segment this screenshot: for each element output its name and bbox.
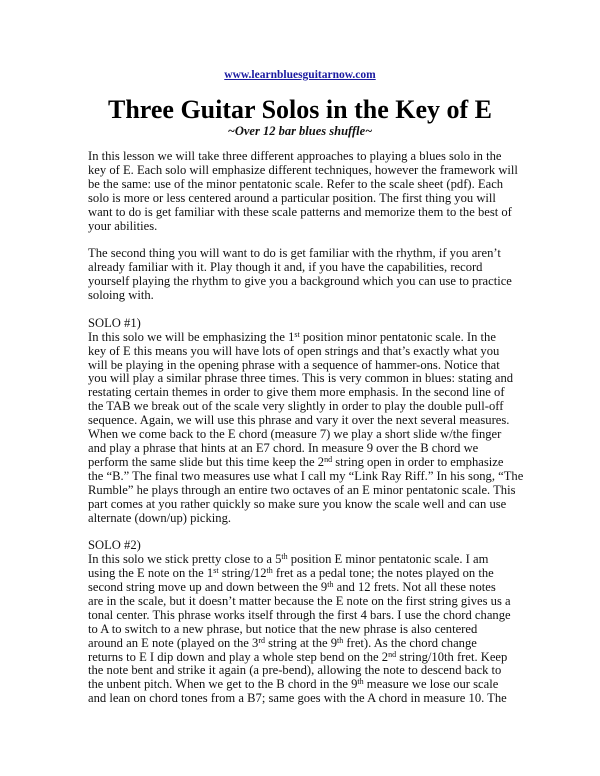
text-segment: are in the scale, but it doesn’t matter because the E note on the first string gives us a <box>88 593 511 608</box>
text-segment: the TAB we break out of the scale very slightly in order to play the double pull-off <box>88 399 504 414</box>
text-line <box>88 512 528 526</box>
text-line <box>88 178 528 192</box>
text-line <box>88 372 528 386</box>
paragraph <box>88 247 528 303</box>
ordinal-superscript: st <box>213 566 219 576</box>
text-segment: key of E. Each solo will emphasize different techniques, however the framework will <box>88 162 518 177</box>
text-line <box>88 289 528 303</box>
text-line <box>88 192 528 206</box>
text-segment: string/10th fret. Keep <box>396 649 508 664</box>
text-segment: and play a phrase that hints at an E7 chord. In measure 9 over the B chord we <box>88 441 479 455</box>
paragraph <box>88 539 528 706</box>
text-line <box>88 386 528 400</box>
text-line <box>88 345 528 359</box>
text-line <box>88 664 528 678</box>
text-line <box>88 247 528 261</box>
text-segment: SOLO #1) <box>88 315 141 330</box>
ordinal-superscript: nd <box>388 649 397 659</box>
text-line <box>88 595 528 609</box>
text-segment: string open in order to emphasize <box>332 454 504 469</box>
text-segment: the “B.” The final two measures use what I call my “Link Ray Riff.” In his song, “The <box>88 468 524 483</box>
text-segment: string/12 <box>218 566 267 581</box>
text-segment: When we come back to the E chord (measure 7) we play a short slide w/the finger <box>88 427 502 442</box>
text-segment: key of E this means you will have lots of open strings and that’s exactly what you <box>88 343 500 358</box>
text-segment: the note bent and strike it again (a pre-bend), allowing the note to descend back to <box>88 663 502 678</box>
text-segment: fret as a pedal tone; the notes played on the <box>272 566 494 581</box>
text-segment: The second thing you will want to do is get familiar with the rhythm, if you aren’t <box>88 246 501 261</box>
ordinal-superscript: st <box>294 329 300 339</box>
website-link[interactable]: www.learnbluesguitarnow.com <box>224 69 376 81</box>
ordinal-superscript: th <box>327 580 334 590</box>
ordinal-superscript: nd <box>324 454 333 464</box>
text-line <box>88 164 528 178</box>
text-line <box>88 678 528 692</box>
ordinal-superscript: th <box>266 566 273 576</box>
text-segment: the unbent pitch. When we get to the B chord in the 9 <box>88 677 358 692</box>
text-segment: position E minor pentatonic scale. I am <box>287 552 489 567</box>
text-line <box>88 470 528 484</box>
text-line <box>88 206 528 220</box>
text-line <box>88 331 528 345</box>
text-segment: tonal center. This phrase works itself through the first 4 bars. I use the chord change <box>88 607 511 622</box>
paragraph <box>88 150 528 233</box>
text-line <box>88 456 528 470</box>
text-line <box>88 609 528 623</box>
text-segment: and 12 frets. Not all these notes <box>333 580 496 595</box>
text-segment: perform the same slide but this time keep the 2 <box>88 454 325 469</box>
text-line <box>88 484 528 498</box>
text-line <box>88 220 528 234</box>
text-line <box>88 317 528 331</box>
text-line <box>88 442 528 456</box>
text-segment: string at the 9 <box>264 635 338 650</box>
text-segment: alternate (down/up) picking. <box>88 510 232 525</box>
text-segment: part comes at you rather quickly so make sure you know the scale well and can use <box>88 496 507 511</box>
text-segment: returns to E I dip down and play a whole step bend on the 2 <box>88 649 389 664</box>
ordinal-superscript: rd <box>258 635 265 645</box>
text-segment: already familiar with it. Play though it and, if you have the capabilities, record <box>88 260 483 275</box>
text-segment: In this solo we stick pretty close to a 5 <box>88 552 282 567</box>
ordinal-superscript: th <box>337 635 344 645</box>
text-line <box>88 428 528 442</box>
text-segment: yourself playing the rhythm to give you a background which you can use to practice <box>88 274 512 289</box>
paragraph <box>88 317 528 526</box>
text-segment: sequence. Again, we will use this phrase and vary it over the next several measures. <box>88 413 510 428</box>
text-segment: measure we lose our scale <box>363 677 499 692</box>
text-segment: solo is more or less centered around a particular position. The first thing you will <box>88 190 496 205</box>
page-title: Three Guitar Solos in the Key of E <box>108 95 492 124</box>
document-body <box>88 150 528 720</box>
text-line <box>88 359 528 373</box>
text-line <box>88 567 528 581</box>
text-segment: around an E note (played on the 3 <box>88 635 259 650</box>
text-line <box>88 553 528 567</box>
text-segment: to A to switch to a new phrase, but notice that the new phrase is also centered <box>88 621 478 636</box>
text-line <box>88 275 528 289</box>
text-line <box>88 414 528 428</box>
text-line <box>88 400 528 414</box>
text-segment: using the E note on the 1 <box>88 566 214 581</box>
text-line <box>88 539 528 553</box>
text-line <box>88 623 528 637</box>
text-segment: fret). As the chord change <box>343 635 477 650</box>
text-segment: will be playing in the opening phrase with a sequence of hammer-ons. Notice that <box>88 357 500 372</box>
text-line <box>88 651 528 665</box>
text-segment: In this lesson we will take three different approaches to playing a blues solo in the <box>88 149 502 163</box>
text-segment: be the same: use of the minor pentatonic scale. Refer to the scale sheet (pdf). Each <box>88 176 504 191</box>
text-segment: restating certain themes in order to give them more emphasis. In the second line of <box>88 385 505 400</box>
text-segment: want to do is get familiar with these scale patterns and memorize them to the best of <box>88 204 512 219</box>
text-segment: you will play a similar phrase three times. This is very common in blues: stating and <box>88 371 514 386</box>
text-segment: and lean on chord tones from a B7; same goes with the A chord in measure 10. The <box>88 691 507 706</box>
text-line <box>88 150 528 164</box>
ordinal-superscript: th <box>281 552 288 562</box>
text-segment: In this solo we will be emphasizing the 1 <box>88 329 295 344</box>
page-subtitle: ~Over 12 bar blues shuffle~ <box>227 124 373 138</box>
text-line <box>88 261 528 275</box>
text-line <box>88 498 528 512</box>
text-segment: your abilities. <box>88 218 158 233</box>
text-segment: position minor pentatonic scale. In the <box>299 329 496 344</box>
ordinal-superscript: th <box>357 677 364 687</box>
text-segment: Rumble” he plays through an entire two octaves of an E minor pentatonic scale. This <box>88 482 516 497</box>
text-line <box>88 692 528 706</box>
text-segment: second string move up and down between the 9 <box>88 580 328 595</box>
text-segment: soloing with. <box>88 288 154 303</box>
text-segment: SOLO #2) <box>88 538 141 553</box>
text-line <box>88 581 528 595</box>
text-line <box>88 637 528 651</box>
